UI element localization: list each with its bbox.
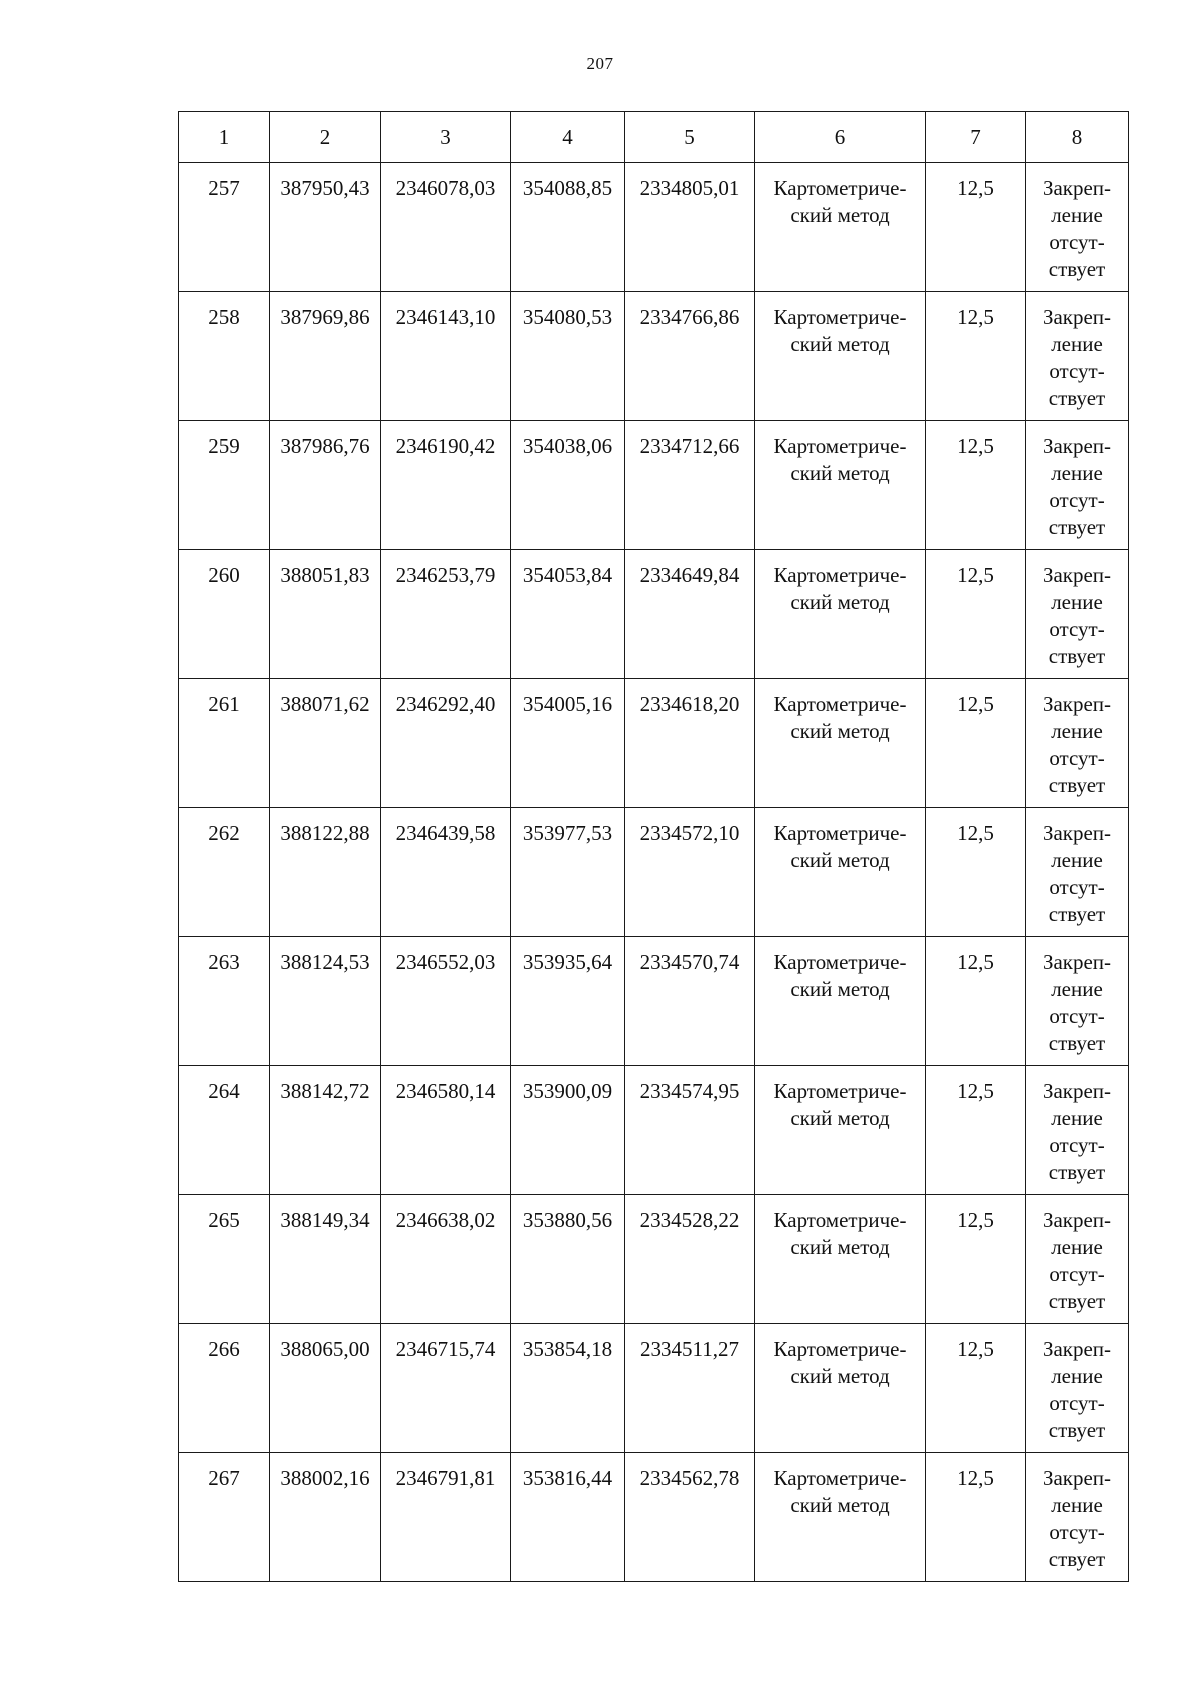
point-number: 264 <box>179 1066 270 1195</box>
x-coordinate-new: 354038,06 <box>511 421 625 550</box>
table-row <box>179 163 1129 292</box>
method-line-1: Картометриче- <box>773 563 907 587</box>
x-coordinate-old: 387950,43 <box>270 163 381 292</box>
accuracy-value: 12,5 <box>926 1195 1026 1324</box>
x-coordinate-old: 388002,16 <box>270 1453 381 1582</box>
fixing-line-1: Закреп- <box>1042 821 1112 845</box>
fixing-line-1: Закреп- <box>1042 692 1112 716</box>
fixing-cell <box>1026 163 1129 292</box>
point-number: 265 <box>179 1195 270 1324</box>
fixing-line-3: отсут- <box>1049 1004 1105 1028</box>
y-coordinate-old: 2346580,14 <box>381 1066 511 1195</box>
table-row <box>179 808 1129 937</box>
column-header: 7 <box>926 112 1026 163</box>
method-line-2: ский метод <box>790 1364 890 1388</box>
fixing-line-2: ление <box>1051 848 1103 872</box>
fixing-cell <box>1026 808 1129 937</box>
fixing-line-3: отсут- <box>1049 746 1105 770</box>
fixing-line-3: отсут- <box>1049 1133 1105 1157</box>
x-coordinate-new: 353880,56 <box>511 1195 625 1324</box>
method-line-2: ский метод <box>790 719 890 743</box>
method-line-2: ский метод <box>790 1106 890 1130</box>
x-coordinate-new: 353816,44 <box>511 1453 625 1582</box>
x-coordinate-new: 353854,18 <box>511 1324 625 1453</box>
method-line-2: ский метод <box>790 203 890 227</box>
x-coordinate-new: 354005,16 <box>511 679 625 808</box>
x-coordinate-new: 353900,09 <box>511 1066 625 1195</box>
accuracy-value: 12,5 <box>926 1324 1026 1453</box>
x-coordinate-old: 388122,88 <box>270 808 381 937</box>
method-line-1: Картометриче- <box>773 1466 907 1490</box>
x-coordinate-old: 388065,00 <box>270 1324 381 1453</box>
accuracy-value: 12,5 <box>926 421 1026 550</box>
method-cell <box>755 1453 926 1582</box>
table-row <box>179 292 1129 421</box>
accuracy-value: 12,5 <box>926 679 1026 808</box>
method-line-1: Картометриче- <box>773 821 907 845</box>
column-header: 6 <box>755 112 926 163</box>
point-number: 258 <box>179 292 270 421</box>
column-header: 1 <box>179 112 270 163</box>
y-coordinate-old: 2346190,42 <box>381 421 511 550</box>
fixing-line-4: ствует <box>1048 644 1106 668</box>
y-coordinate-old: 2346439,58 <box>381 808 511 937</box>
method-line-1: Картометриче- <box>773 950 907 974</box>
y-coordinate-new: 2334562,78 <box>625 1453 755 1582</box>
fixing-line-2: ление <box>1051 461 1103 485</box>
fixing-line-2: ление <box>1051 203 1103 227</box>
column-header: 4 <box>511 112 625 163</box>
fixing-line-1: Закреп- <box>1042 563 1112 587</box>
fixing-line-2: ление <box>1051 590 1103 614</box>
accuracy-value: 12,5 <box>926 163 1026 292</box>
fixing-cell <box>1026 1195 1129 1324</box>
y-coordinate-old: 2346638,02 <box>381 1195 511 1324</box>
accuracy-value: 12,5 <box>926 1453 1026 1582</box>
fixing-cell <box>1026 1324 1129 1453</box>
fixing-cell <box>1026 550 1129 679</box>
x-coordinate-old: 388124,53 <box>270 937 381 1066</box>
fixing-line-2: ление <box>1051 1235 1103 1259</box>
y-coordinate-new: 2334618,20 <box>625 679 755 808</box>
x-coordinate-new: 353977,53 <box>511 808 625 937</box>
fixing-line-3: отсут- <box>1049 359 1105 383</box>
fixing-line-2: ление <box>1051 719 1103 743</box>
method-line-2: ский метод <box>790 590 890 614</box>
method-cell <box>755 1324 926 1453</box>
method-line-1: Картометриче- <box>773 176 907 200</box>
y-coordinate-old: 2346791,81 <box>381 1453 511 1582</box>
method-cell <box>755 937 926 1066</box>
fixing-line-4: ствует <box>1048 902 1106 926</box>
point-number: 259 <box>179 421 270 550</box>
y-coordinate-new: 2334649,84 <box>625 550 755 679</box>
method-line-2: ский метод <box>790 848 890 872</box>
fixing-cell <box>1026 421 1129 550</box>
method-cell <box>755 163 926 292</box>
point-number: 261 <box>179 679 270 808</box>
column-header: 3 <box>381 112 511 163</box>
y-coordinate-old: 2346715,74 <box>381 1324 511 1453</box>
fixing-line-4: ствует <box>1048 386 1106 410</box>
fixing-line-4: ствует <box>1048 1160 1106 1184</box>
method-line-1: Картометриче- <box>773 1079 907 1103</box>
fixing-line-3: отсут- <box>1049 230 1105 254</box>
x-coordinate-old: 388149,34 <box>270 1195 381 1324</box>
fixing-line-1: Закреп- <box>1042 434 1112 458</box>
table-row <box>179 679 1129 808</box>
x-coordinate-old: 388071,62 <box>270 679 381 808</box>
table-body <box>179 163 1129 1582</box>
x-coordinate-old: 388051,83 <box>270 550 381 679</box>
fixing-cell <box>1026 937 1129 1066</box>
page-number: 207 <box>586 54 614 73</box>
fixing-line-4: ствует <box>1048 1289 1106 1313</box>
fixing-line-4: ствует <box>1048 1031 1106 1055</box>
fixing-line-1: Закреп- <box>1042 1208 1112 1232</box>
method-line-2: ский метод <box>790 1493 890 1517</box>
fixing-cell <box>1026 1066 1129 1195</box>
fixing-line-3: отсут- <box>1049 488 1105 512</box>
table-row <box>179 1195 1129 1324</box>
point-number: 266 <box>179 1324 270 1453</box>
method-cell <box>755 421 926 550</box>
x-coordinate-new: 354088,85 <box>511 163 625 292</box>
fixing-cell <box>1026 292 1129 421</box>
method-line-2: ский метод <box>790 977 890 1001</box>
x-coordinate-new: 354080,53 <box>511 292 625 421</box>
method-cell <box>755 1066 926 1195</box>
y-coordinate-old: 2346078,03 <box>381 163 511 292</box>
table-row <box>179 1066 1129 1195</box>
fixing-line-2: ление <box>1051 1493 1103 1517</box>
fixing-line-1: Закреп- <box>1042 1079 1112 1103</box>
fixing-line-2: ление <box>1051 1106 1103 1130</box>
y-coordinate-old: 2346143,10 <box>381 292 511 421</box>
fixing-line-1: Закреп- <box>1042 950 1112 974</box>
table-row <box>179 421 1129 550</box>
accuracy-value: 12,5 <box>926 292 1026 421</box>
y-coordinate-new: 2334712,66 <box>625 421 755 550</box>
method-cell <box>755 292 926 421</box>
y-coordinate-new: 2334805,01 <box>625 163 755 292</box>
fixing-line-4: ствует <box>1048 773 1106 797</box>
y-coordinate-old: 2346552,03 <box>381 937 511 1066</box>
x-coordinate-new: 353935,64 <box>511 937 625 1066</box>
fixing-line-1: Закреп- <box>1042 305 1112 329</box>
method-line-1: Картометриче- <box>773 1337 907 1361</box>
fixing-line-3: отсут- <box>1049 617 1105 641</box>
method-line-1: Картометриче- <box>773 692 907 716</box>
fixing-line-3: отсут- <box>1049 1520 1105 1544</box>
method-cell <box>755 679 926 808</box>
column-header: 8 <box>1026 112 1129 163</box>
y-coordinate-new: 2334766,86 <box>625 292 755 421</box>
y-coordinate-old: 2346253,79 <box>381 550 511 679</box>
point-number: 260 <box>179 550 270 679</box>
y-coordinate-new: 2334574,95 <box>625 1066 755 1195</box>
method-line-1: Картометриче- <box>773 305 907 329</box>
y-coordinate-new: 2334528,22 <box>625 1195 755 1324</box>
y-coordinate-new: 2334511,27 <box>625 1324 755 1453</box>
y-coordinate-new: 2334570,74 <box>625 937 755 1066</box>
fixing-cell <box>1026 1453 1129 1582</box>
y-coordinate-new: 2334572,10 <box>625 808 755 937</box>
fixing-line-3: отсут- <box>1049 1262 1105 1286</box>
point-number: 267 <box>179 1453 270 1582</box>
fixing-line-1: Закреп- <box>1042 1466 1112 1490</box>
column-header: 2 <box>270 112 381 163</box>
fixing-cell <box>1026 679 1129 808</box>
fixing-line-4: ствует <box>1048 1547 1106 1571</box>
coordinates-table <box>178 111 1129 1582</box>
x-coordinate-old: 387969,86 <box>270 292 381 421</box>
accuracy-value: 12,5 <box>926 937 1026 1066</box>
method-line-2: ский метод <box>790 332 890 356</box>
accuracy-value: 12,5 <box>926 550 1026 679</box>
point-number: 257 <box>179 163 270 292</box>
x-coordinate-new: 354053,84 <box>511 550 625 679</box>
x-coordinate-old: 387986,76 <box>270 421 381 550</box>
fixing-line-4: ствует <box>1048 515 1106 539</box>
fixing-line-3: отсут- <box>1049 875 1105 899</box>
table-row <box>179 1453 1129 1582</box>
method-cell <box>755 550 926 679</box>
point-number: 262 <box>179 808 270 937</box>
method-cell <box>755 808 926 937</box>
table-row <box>179 937 1129 1066</box>
x-coordinate-old: 388142,72 <box>270 1066 381 1195</box>
fixing-line-3: отсут- <box>1049 1391 1105 1415</box>
method-line-2: ский метод <box>790 461 890 485</box>
fixing-line-2: ление <box>1051 332 1103 356</box>
accuracy-value: 12,5 <box>926 808 1026 937</box>
fixing-line-4: ствует <box>1048 257 1106 281</box>
fixing-line-1: Закреп- <box>1042 176 1112 200</box>
accuracy-value: 12,5 <box>926 1066 1026 1195</box>
table-row <box>179 1324 1129 1453</box>
method-line-1: Картометриче- <box>773 434 907 458</box>
fixing-line-2: ление <box>1051 1364 1103 1388</box>
method-cell <box>755 1195 926 1324</box>
fixing-line-2: ление <box>1051 977 1103 1001</box>
table-header-row <box>179 112 1129 163</box>
table-row <box>179 550 1129 679</box>
column-header: 5 <box>625 112 755 163</box>
fixing-line-1: Закреп- <box>1042 1337 1112 1361</box>
point-number: 263 <box>179 937 270 1066</box>
method-line-1: Картометриче- <box>773 1208 907 1232</box>
y-coordinate-old: 2346292,40 <box>381 679 511 808</box>
fixing-line-4: ствует <box>1048 1418 1106 1442</box>
method-line-2: ский метод <box>790 1235 890 1259</box>
